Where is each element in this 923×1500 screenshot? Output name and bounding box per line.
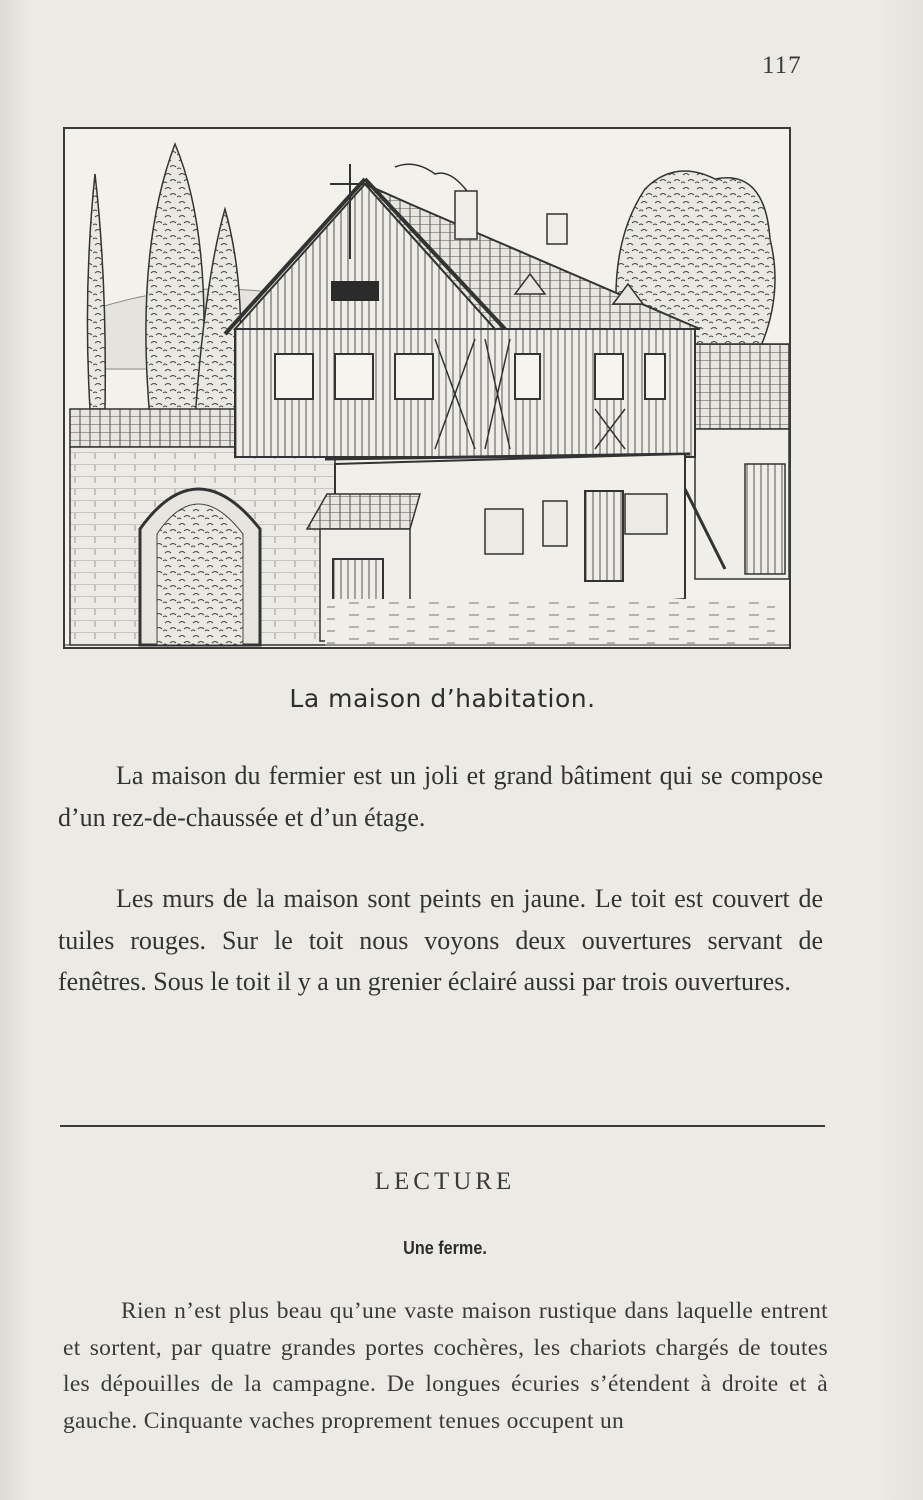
illustration-caption: La maison d’habitation.: [289, 684, 596, 713]
paragraph-1: La maison du fermier est un joli et grand bâtiment qui se compose d’un rez-de-chaussée et d’un étage.: [58, 761, 823, 832]
reading-title: Une ferme.: [403, 1238, 487, 1258]
page-number: 117: [762, 52, 802, 79]
paragraph-2: Les murs de la maison sont peints en jaune. Le toit est couvert de tuiles rouges. Sur le toit nous voyons deux ouvertures servant de fenêtres. Sous le toit il y a un grenier éclairé aussi par trois ouvertures.: [58, 884, 823, 996]
farmhouse-illustration: [63, 127, 791, 649]
reading-heading: LECTURE: [374, 1168, 516, 1195]
section-divider: [60, 1125, 825, 1127]
farmhouse-drawing: [65, 129, 789, 647]
reading-paragraph: Rien n’est plus beau qu’une vaste maison rustique dans laquelle entrent et sortent, par quatre grandes portes cochères, les chariots chargés de toutes les dépouilles de la campagne. De longues écuries s’étendent à droite et à gauche. Cinquante vaches proprement tenues occupent un: [63, 1298, 828, 1434]
